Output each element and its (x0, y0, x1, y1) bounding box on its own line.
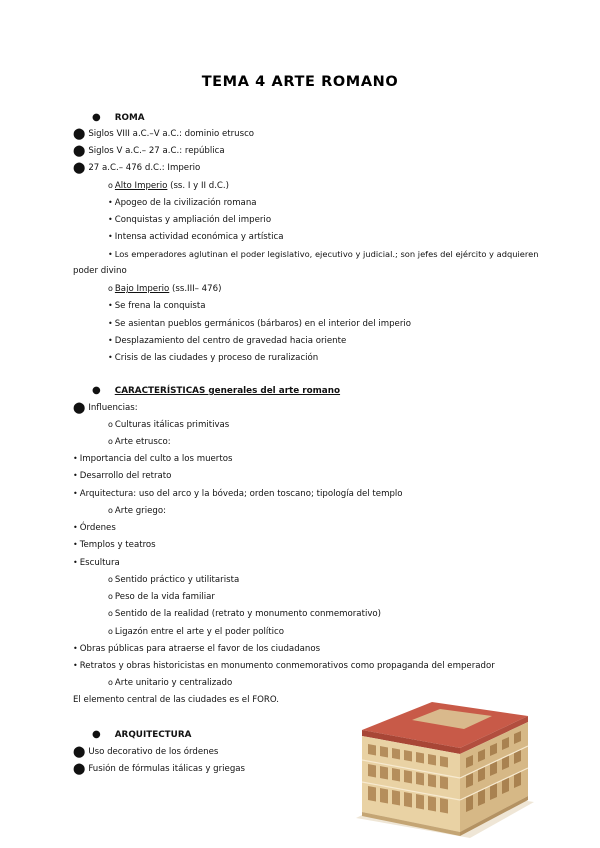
list-item: o Arte etrusco: (108, 437, 171, 447)
circle-bullet-icon: o (108, 627, 113, 636)
circle-bullet-icon: o (108, 609, 113, 618)
list-item-alto-imperio: o Alto Imperio (ss. I y II d.C.) (108, 181, 230, 191)
dot-bullet-icon: • (108, 250, 113, 259)
dot-bullet-icon: • (73, 523, 78, 532)
list-item-continuation: poder divino (73, 266, 127, 276)
dot-bullet-icon: • (108, 353, 113, 362)
list-item: ⬤ Siglos VIII a.C.–V a.C.: dominio etrusco (73, 127, 255, 140)
roman-building-illustration (352, 700, 534, 838)
list-item: • Los emperadores aglutinan el poder legislativo, ejecutivo y judicial.; son jefes del ejército y adquieren (108, 249, 539, 259)
list-item: • Obras públicas para atraerse el favor de los ciudadanos (73, 644, 321, 654)
bullet-icon: ⬤ (73, 762, 86, 775)
list-item: • Arquitectura: uso del arco y la bóveda; orden toscano; tipología del templo (73, 489, 403, 499)
section-heading-roma: ● ROMA (92, 112, 145, 123)
list-item: • Conquistas y ampliación del imperio (108, 215, 272, 225)
dot-bullet-icon: • (73, 489, 78, 498)
list-item-bajo-imperio: o Bajo Imperio (ss.III– 476) (108, 284, 222, 294)
bullet-icon: ● (92, 729, 101, 740)
circle-bullet-icon: o (108, 181, 113, 190)
list-item: o Ligazón entre el arte y el poder político (108, 627, 284, 637)
list-item: ⬤ 27 a.C.– 476 d.C.: Imperio (73, 161, 201, 174)
list-item: o Sentido de la realidad (retrato y monumento conmemorativo) (108, 609, 382, 619)
list-item: • Apogeo de la civilización romana (108, 198, 257, 208)
list-item: o Arte unitario y centralizado (108, 678, 233, 688)
circle-bullet-icon: o (108, 575, 113, 584)
circle-bullet-icon: o (108, 420, 113, 429)
dot-bullet-icon: • (108, 319, 113, 328)
list-item: • Desplazamiento del centro de gravedad hacia oriente (108, 336, 347, 346)
bullet-icon: ⬤ (73, 161, 86, 174)
dot-bullet-icon: • (73, 471, 78, 480)
list-item: • Intensa actividad económica y artística (108, 232, 284, 242)
list-item: ⬤ Siglos V a.C.– 27 a.C.: república (73, 144, 225, 157)
list-item: ⬤ Influencias: (73, 401, 138, 414)
dot-bullet-icon: • (108, 301, 113, 310)
section-heading-caracteristicas: ● CARACTERÍSTICAS generales del arte romano (92, 385, 341, 396)
dot-bullet-icon: • (73, 558, 78, 567)
section-heading-arquitectura: ● ARQUITECTURA (92, 729, 192, 740)
list-item: • Retratos y obras historicistas en monumento conmemorativos como propaganda del emperador (73, 661, 495, 671)
dot-bullet-icon: • (108, 215, 113, 224)
bullet-icon: ● (92, 385, 101, 396)
list-item: o Sentido práctico y utilitarista (108, 575, 240, 585)
bullet-icon: ● (92, 112, 101, 123)
page-title: TEMA 4 ARTE ROMANO (201, 74, 399, 90)
bullet-icon: ⬤ (73, 144, 86, 157)
list-item: • Se frena la conquista (108, 301, 206, 311)
circle-bullet-icon: o (108, 678, 113, 687)
circle-bullet-icon: o (108, 592, 113, 601)
dot-bullet-icon: • (73, 540, 78, 549)
circle-bullet-icon: o (108, 506, 113, 515)
list-item: o Arte griego: (108, 506, 166, 516)
list-item: • Escultura (73, 558, 120, 568)
dot-bullet-icon: • (73, 661, 78, 670)
dot-bullet-icon: • (108, 336, 113, 345)
list-item: • Se asientan pueblos germánicos (bárbaros) en el interior del imperio (108, 319, 411, 329)
list-item: • Desarrollo del retrato (73, 471, 172, 481)
list-item: o Peso de la vida familiar (108, 592, 215, 602)
list-item: • Importancia del culto a los muertos (73, 454, 233, 464)
dot-bullet-icon: • (73, 454, 78, 463)
list-item: • Templos y teatros (73, 540, 156, 550)
dot-bullet-icon: • (108, 232, 113, 241)
list-item: • Órdenes (73, 523, 116, 533)
bullet-icon: ⬤ (73, 745, 86, 758)
circle-bullet-icon: o (108, 284, 113, 293)
bullet-icon: ⬤ (73, 401, 86, 414)
paragraph-foro: El elemento central de las ciudades es el FORO. (73, 695, 280, 705)
list-item: o Culturas itálicas primitivas (108, 420, 230, 430)
dot-bullet-icon: • (108, 198, 113, 207)
circle-bullet-icon: o (108, 437, 113, 446)
list-item: ⬤ Fusión de fórmulas itálicas y griegas (73, 762, 246, 775)
list-item: ⬤ Uso decorativo de los órdenes (73, 745, 219, 758)
list-item: • Crisis de las ciudades y proceso de ruralización (108, 353, 319, 363)
dot-bullet-icon: • (73, 644, 78, 653)
bullet-icon: ⬤ (73, 127, 86, 140)
